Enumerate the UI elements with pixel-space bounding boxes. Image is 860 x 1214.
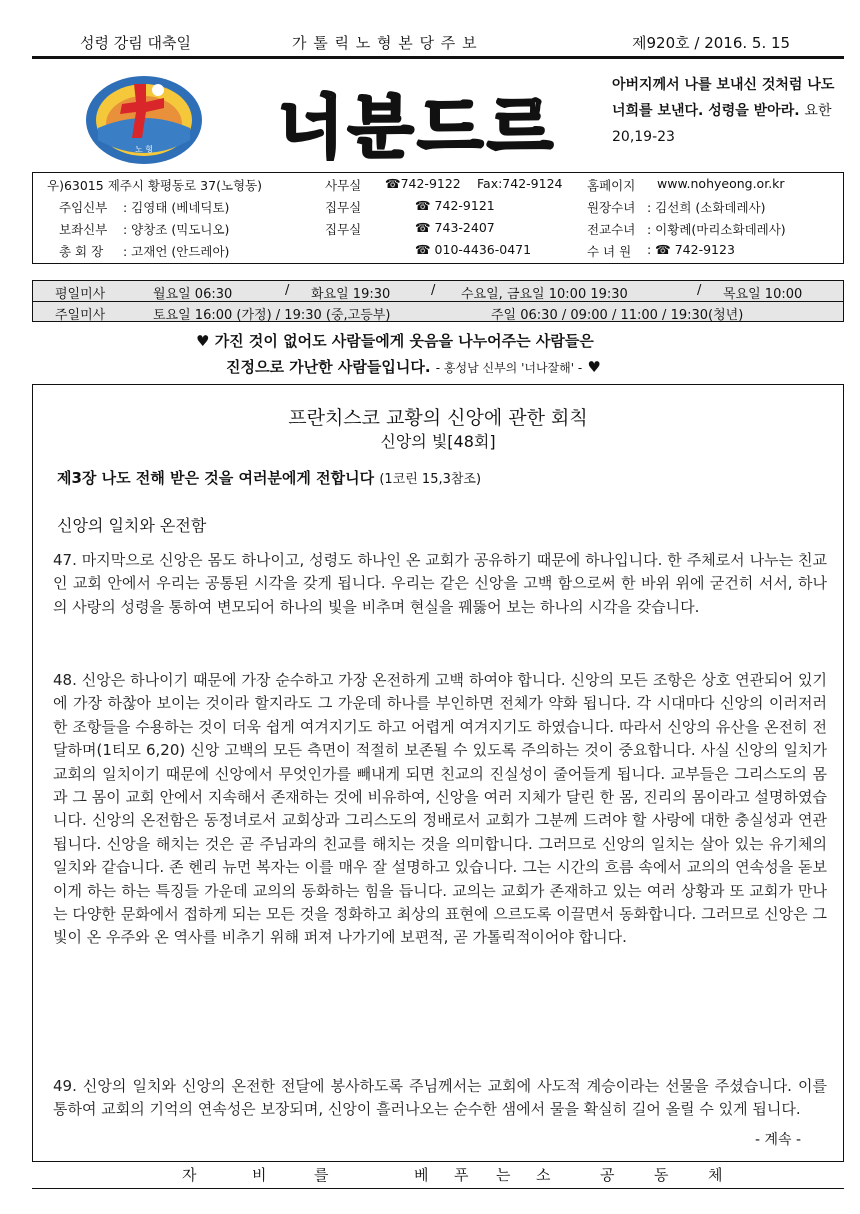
footer-char: 를 <box>314 1166 329 1184</box>
sunday-sun: 주일 06:30 / 09:00 / 11:00 / 19:30(청년) <box>491 308 744 323</box>
chair-name: : 고재언 (안드레아) <box>123 244 230 259</box>
sunday-sat: 토요일 16:00 (가정) / 19:30 (중,고등부) <box>153 308 391 323</box>
article-box <box>32 384 844 1162</box>
pastor-label: 주임신부 <box>59 200 108 215</box>
sister1-name: : 김선희 (소화데레사) <box>647 200 766 215</box>
scripture-quote <box>612 72 842 150</box>
assistant-room: 집무실 <box>325 222 362 237</box>
motto-text-1: 가진 것이 없어도 사람들에게 웃음을 나누어주는 사람들은 <box>214 332 594 350</box>
paragraph-49: 49. 신앙의 일치와 신앙의 온전한 전달에 봉사하도록 주님께서는 교회에 사도적 계승이라는 선물을 주셨습니다. 이를 통하여 교회의 기억의 연속성은 보장되며, 신앙이 흘러나오는 순수한 샘에서 물을 확실히 길어 올릴 수 있게 됩니다. <box>53 1077 827 1119</box>
issue-info: 제920호 / 2016. 5. 15 <box>632 34 791 52</box>
pastor-name: : 김영태 (베네딕토) <box>123 200 230 215</box>
footer-char: 소 <box>536 1166 551 1184</box>
slash-1: / <box>285 283 290 298</box>
homepage-label: 홈페이지 <box>587 178 636 193</box>
office-fax: Fax:742-9124 <box>477 176 563 191</box>
footer-char: 체 <box>708 1166 723 1184</box>
top-header <box>32 30 844 59</box>
pastor-room: 집무실 <box>325 200 362 215</box>
logo-emblem-icon <box>84 68 204 168</box>
motto-source: - 홍성남 신부의 '너나잘해' - <box>435 361 583 375</box>
feast-name: 성령 강림 대축일 <box>80 34 191 52</box>
footer-char: 자 <box>182 1166 197 1184</box>
mass-schedule <box>32 280 844 322</box>
weekday-tue: 화요일 19:30 <box>311 287 391 302</box>
assistant-phone: ☎ 743-2407 <box>415 220 495 235</box>
footer-char: 는 <box>496 1166 511 1184</box>
paragraph-48: 48. 신앙은 하나이기 때문에 가장 순수하고 가장 온전하게 고백 하여야 합니다. 신앙의 모든 조항은 상호 연관되어 있기에 가장 하찮아 보이는 것이라 할지라도 그 가운데 하나를 부인하면 전체가 약화 됩니다. 각 시대마다 신앙의 이러저러한 조항들을 수용하는 것이 더욱 쉽게 여겨지기도 하고 어렵게 여겨지기도 하였습니다. 따라서 신앙의 유산을 온전히 전달하며(1티모 6,20) 신앙 고백의 모든 측면이 적절히 보존될 수 있도록 주의하는 것이 중요합니다. 사실 신앙의 일치가 교회의 일치이기 때문에 신앙에서 무엇인가를 빼내게 되면 친교의 진실성이 줄어들게 됩니다. 교부들은 그리스도의 몸과 그 몸이 교회 안에서 지속해서 존재하는 것에 비유하여, 신앙을 여러 지체가 달린 한 몸, 진리의 몸이라고 설명하였습니다. 신앙의 온전함은 동정녀로서 교회상과 그리스도의 정배로서 교회가 그분께 드려야 할 사랑에 대한 충실성과 연관됩니다. 신앙을 해치는 것은 곧 주님과의 친교를 해치는 것을 의미합니다. 그러므로 신앙의 일치는 살아 있는 유기체의 일치와 같습니다. 존 헨리 뉴먼 복자는 이를 매우 잘 설명하고 있습니다. 그는 시간의 흐름 속에서 교의의 연속성을 돋보이게 하는 하는 특징들 가운데 교의의 동화하는 힘을 듭니다. 교의는 교회가 존재하고 있는 여러 상황과 또 교회가 만나는 다양한 문화에서 접하게 되는 모든 것을 정화하고 최상의 표현에 으르도록 이끌면서 동화합니다. 그러므로 신앙은 그 빛이 온 우주와 온 역사를 비추기 위해 퍼져 나가기에 보편적, 곧 가톨릭적이어야 합니다. <box>53 671 827 947</box>
homepage-url[interactable]: www.nohyeong.or.kr <box>657 176 785 191</box>
sunday-mass-row <box>33 301 843 322</box>
footer-slogan <box>32 1164 844 1189</box>
parish-address: 우)63015 제주시 황평동로 37(노형동) <box>47 178 263 193</box>
office-phone: ☎742-9122 <box>385 176 461 191</box>
chapter-title: 제3장 나도 전해 받은 것을 여러분에게 전합니다 <box>57 469 375 487</box>
weekday-label: 평일미사 <box>55 287 106 302</box>
assistant-label: 보좌신부 <box>59 222 108 237</box>
article-title: 프란치스코 교황의 신앙에 관한 회칙 <box>288 407 588 429</box>
chapter-heading <box>57 467 481 488</box>
sister2-label: 전교수녀 <box>587 222 636 237</box>
paragraph-47: 47. 마지막으로 신앙은 몸도 하나이고, 성령도 하나인 온 교회가 공유하기 때문에 하나입니다. 한 주체로서 나누는 친교인 교회 안에서 우리는 공통된 시각을 갖게 됩니다. 우리는 같은 신앙을 고백 함으로써 한 바위 위에 굳건히 서서, 하나의 사랑의 성령을 통하여 변모되어 하나의 빛을 비추며 현실을 꿰뚫어 보는 하나의 시각을 갖습니다. <box>53 551 827 616</box>
footer-char: 비 <box>252 1166 267 1184</box>
publication-name: 가 톨 릭 노 형 본 당 주 보 <box>292 34 478 52</box>
newsletter-title: 너분드르 <box>278 89 557 168</box>
weekday-mass-row <box>33 281 843 301</box>
office-label: 사무실 <box>325 178 362 193</box>
convent-label: 수 녀 원 <box>587 244 632 259</box>
motto-text-2: 진정으로 가난한 사람들입니다. <box>226 358 431 376</box>
weekday-thu: 목요일 10:00 <box>723 287 803 302</box>
slash-2: / <box>431 283 436 298</box>
chair-label: 총 회 장 <box>59 244 104 259</box>
weekday-wedfri: 수요일, 금요일 10:00 19:30 <box>461 287 628 302</box>
footer-char: 베 <box>414 1166 429 1184</box>
sister1-label: 원장수녀 <box>587 200 636 215</box>
footer-char: 공 <box>600 1166 615 1184</box>
continued-note: - 계속 - <box>754 1132 801 1148</box>
chair-phone: ☎ 010-4436-0471 <box>415 242 532 257</box>
logo-text: 노 형 <box>135 145 153 154</box>
weekday-mon: 월요일 06:30 <box>153 287 233 302</box>
parish-info-box <box>32 172 844 264</box>
sister2-name: : 이황례(마리소화데레사) <box>647 222 786 237</box>
footer-char: 동 <box>654 1166 669 1184</box>
motto-line-1 <box>196 330 594 351</box>
convent-phone: : ☎ 742-9123 <box>647 242 735 257</box>
article-subtitle: 신앙의 빛[48회] <box>380 432 496 451</box>
quote-text: 아버지께서 나를 보내신 것처럼 나도 너희를 보낸다. 성령을 받아라. <box>612 77 835 119</box>
heart-icon: ♥ <box>196 332 210 350</box>
motto-line-2 <box>226 356 601 377</box>
slash-3: / <box>697 283 702 298</box>
sunday-label: 주일미사 <box>55 308 106 323</box>
heart-icon: ♥ <box>587 358 601 376</box>
parish-logo <box>84 68 204 168</box>
assistant-name: : 양창조 (믹도니오) <box>123 222 230 237</box>
pastor-phone: ☎ 742-9121 <box>415 198 495 213</box>
chapter-reference: (1코린 15,3참조) <box>379 472 482 487</box>
footer-char: 푸 <box>454 1166 469 1184</box>
quote-reference: 요한 20,19-23 <box>612 103 832 145</box>
section-heading: 신앙의 일치와 온전함 <box>57 516 207 535</box>
